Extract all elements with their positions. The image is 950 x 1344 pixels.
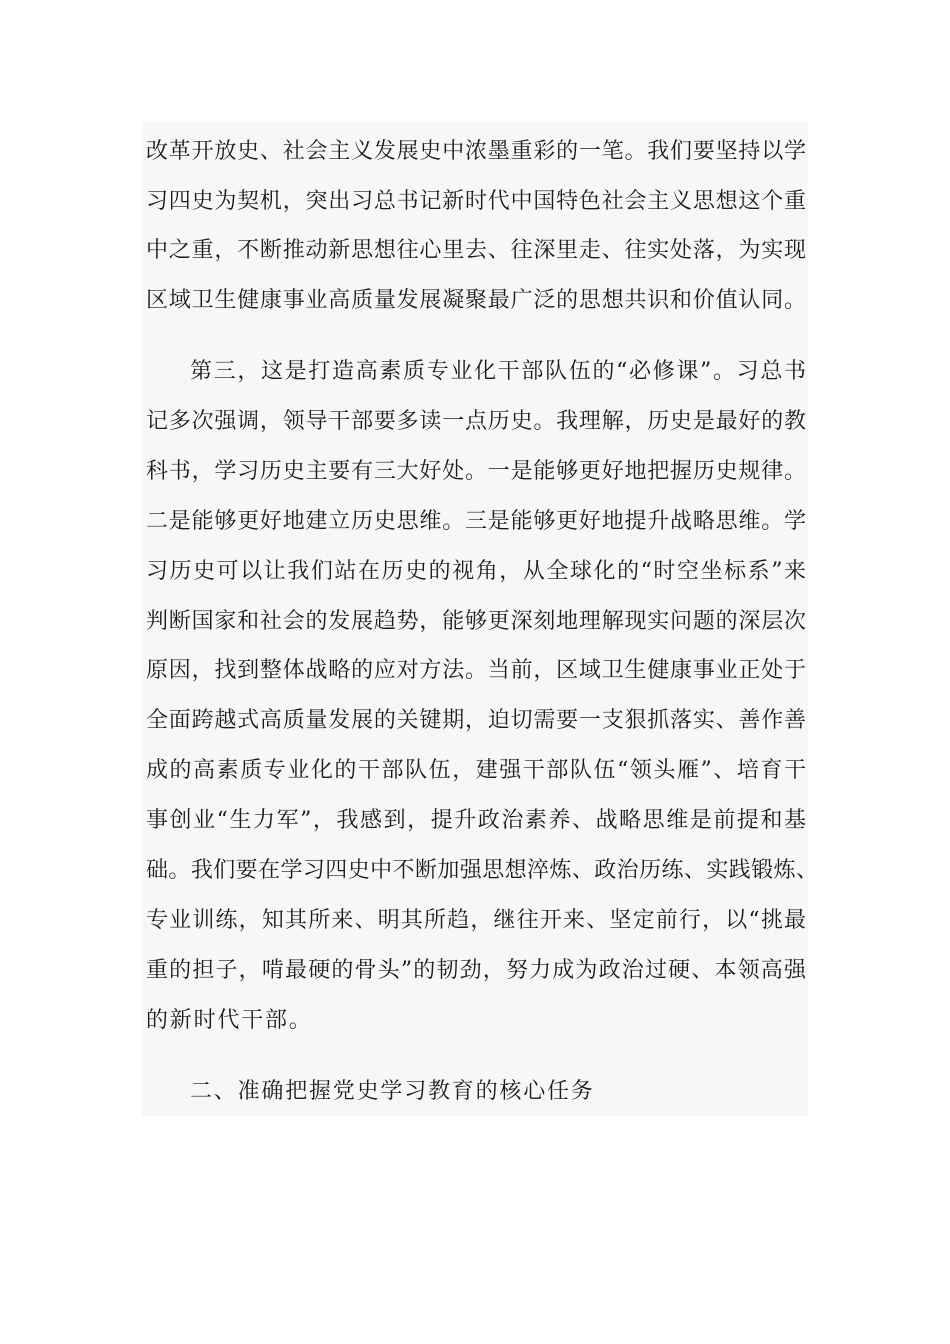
paragraph-2-line-5: 习历史可以让我们站在历史的视角，从全球化的“时空坐标系”来 xyxy=(146,559,806,584)
paragraph-2-line-2: 记多次强调，领导干部要多读一点历史。我理解，历史是最好的教 xyxy=(146,409,806,434)
paragraph-2-line-6: 判断国家和社会的发展趋势，能够更深刻地理解现实问题的深层次 xyxy=(146,609,806,634)
paragraph-1-line-3: 中之重，不断推动新思想往心里去、往深里走、往实处落，为实现 xyxy=(146,238,806,263)
paragraph-1-line-1: 改革开放史、社会主义发展史中浓墨重彩的一笔。我们要坚持以学 xyxy=(146,139,806,164)
paragraph-2-line-3: 科书，学习历史主要有三大好处。一是能够更好地把握历史规律。 xyxy=(146,459,806,484)
paragraph-2-line-8: 全面跨越式高质量发展的关键期，迫切需要一支狠抓落实、善作善 xyxy=(146,708,806,733)
paragraph-2-line-11: 础。我们要在学习四史中不断加强思想淬炼、政治历练、实践锻炼、 xyxy=(146,858,818,883)
paragraph-2-line-1: 第三，这是打造高素质专业化干部队伍的“必修课”。习总书 xyxy=(190,359,806,384)
paragraph-2-line-7: 原因，找到整体战略的应对方法。当前，区域卫生健康事业正处于 xyxy=(146,658,806,683)
section-heading: 二、准确把握党史学习教育的核心任务 xyxy=(190,1079,595,1104)
paragraph-2-line-4: 二是能够更好地建立历史思维。三是能够更好地提升战略思维。学 xyxy=(146,509,806,534)
paragraph-2-line-9: 成的高素质专业化的干部队伍，建强干部队伍“领头雁”、培育干 xyxy=(146,758,806,783)
paragraph-2-line-13: 重的担子，啃最硬的骨头”的韧劲，努力成为政治过硬、本领高强 xyxy=(146,958,806,983)
paragraph-1-line-4: 区域卫生健康事业高质量发展凝聚最广泛的思想共识和价值认同。 xyxy=(146,288,806,313)
paragraph-2-line-14: 的新时代干部。 xyxy=(146,1008,313,1033)
paragraph-1-line-2: 习四史为契机，突出习总书记新时代中国特色社会主义思想这个重 xyxy=(146,189,806,214)
paragraph-2-line-10: 事创业“生力军”，我感到，提升政治素养、战略思维是前提和基 xyxy=(146,808,806,833)
paragraph-2-line-12: 专业训练，知其所来、明其所趋，继往开来、坚定前行，以“挑最 xyxy=(146,908,806,933)
